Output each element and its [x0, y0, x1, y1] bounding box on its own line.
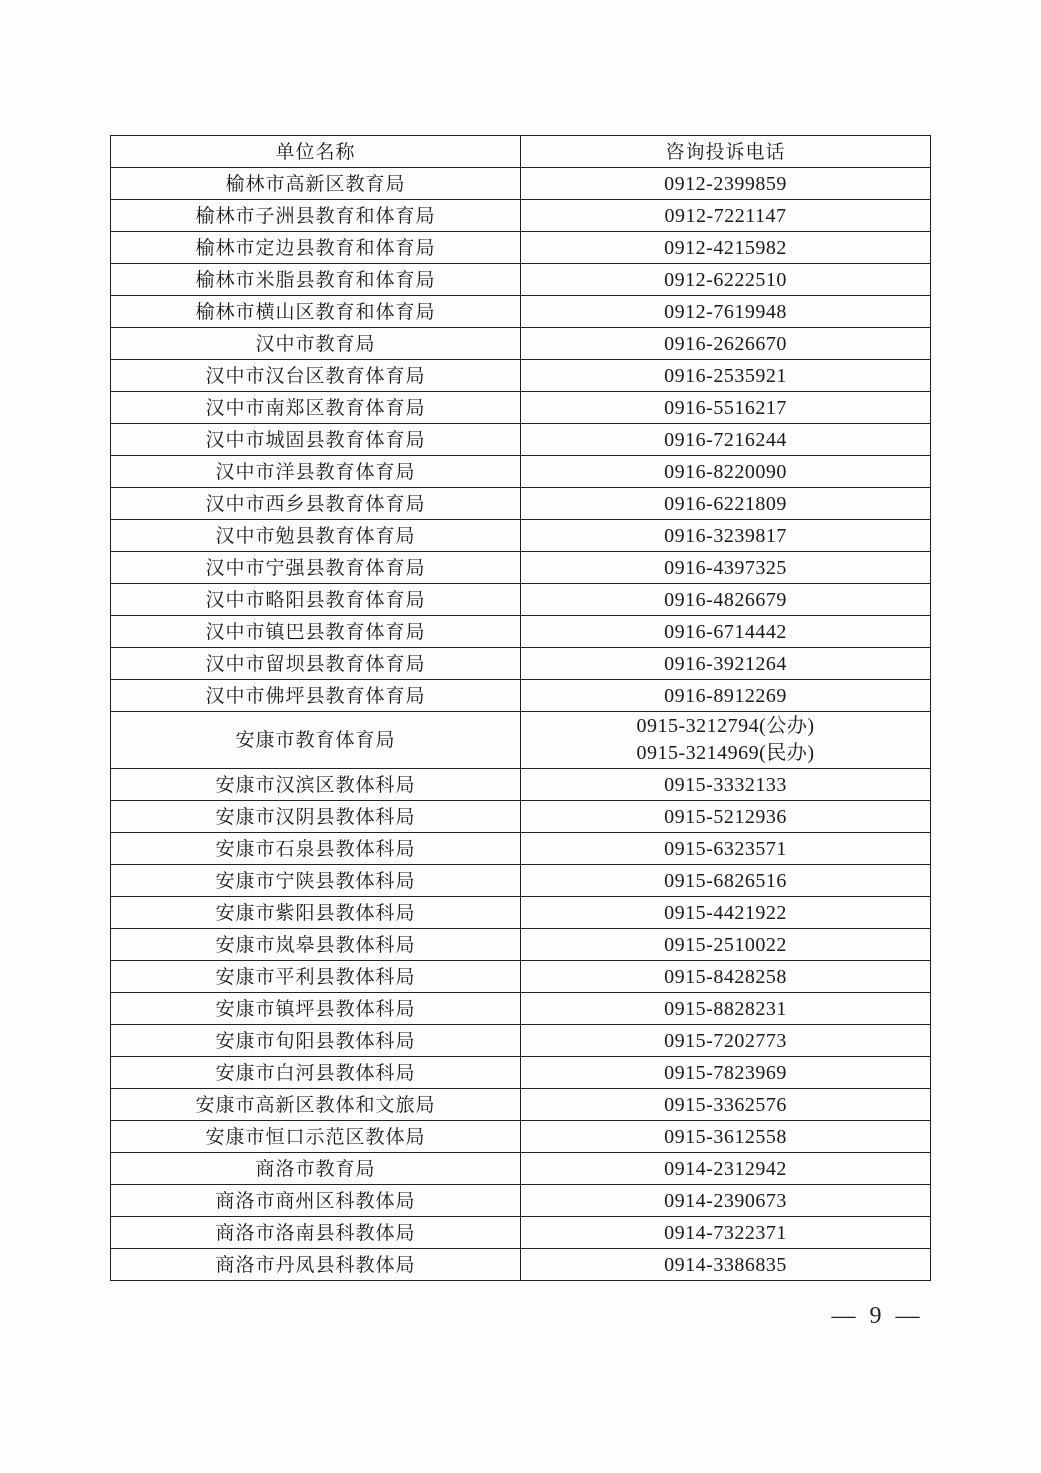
phone-cell — [521, 424, 931, 456]
phone-number: 0916-6714442 — [664, 620, 787, 643]
phone-number: 0916-8220090 — [664, 460, 787, 483]
phone-number: 0915-6826516 — [664, 869, 787, 892]
unit-name-cell: 榆林市子洲县教育和体育局 — [111, 200, 521, 232]
phone-number: 0912-7221147 — [664, 204, 787, 227]
phone-cell — [521, 993, 931, 1025]
unit-name-cell: 安康市教育体育局 — [111, 712, 521, 769]
table-row — [111, 200, 931, 232]
unit-name-cell: 安康市宁陕县教体科局 — [111, 865, 521, 897]
unit-name-cell: 商洛市教育局 — [111, 1153, 521, 1185]
unit-name-cell: 安康市高新区教体和文旅局 — [111, 1089, 521, 1121]
unit-name-cell: 汉中市勉县教育体育局 — [111, 520, 521, 552]
table-row — [111, 680, 931, 712]
unit-name-cell: 安康市汉阴县教体科局 — [111, 801, 521, 833]
phone-cell — [521, 1121, 931, 1153]
phone-cell — [521, 616, 931, 648]
header-phone: 咨询投诉电话 — [521, 136, 931, 168]
phone-number: 0914-2390673 — [664, 1189, 787, 1212]
unit-name-cell: 商洛市丹凤县科教体局 — [111, 1249, 521, 1281]
phone-number: 0915-3212794(公办) — [636, 715, 815, 737]
unit-name-cell: 汉中市教育局 — [111, 328, 521, 360]
phone-cell — [521, 392, 931, 424]
table-row — [111, 1025, 931, 1057]
table-header-row — [111, 136, 931, 168]
unit-name-cell: 汉中市南郑区教育体育局 — [111, 392, 521, 424]
table-row — [111, 712, 931, 769]
table-row — [111, 961, 931, 993]
phone-cell — [521, 296, 931, 328]
phone-number: 0914-2312942 — [664, 1157, 787, 1180]
phone-number: 0916-2535921 — [664, 364, 787, 387]
phone-number: 0915-3362576 — [664, 1093, 787, 1116]
unit-name-cell: 安康市平利县教体科局 — [111, 961, 521, 993]
unit-name-cell: 汉中市宁强县教育体育局 — [111, 552, 521, 584]
phone-cell — [521, 712, 931, 769]
table-row — [111, 360, 931, 392]
phone-cell — [521, 1153, 931, 1185]
unit-name-cell: 安康市岚皋县教体科局 — [111, 929, 521, 961]
phone-number: 0915-8428258 — [664, 965, 787, 988]
phone-number: 0914-3386835 — [664, 1253, 787, 1276]
phone-cell — [521, 961, 931, 993]
table-row — [111, 552, 931, 584]
table-row — [111, 488, 931, 520]
table-row — [111, 1249, 931, 1281]
phone-cell — [521, 584, 931, 616]
table-row — [111, 1185, 931, 1217]
phone-number: 0915-7202773 — [664, 1029, 787, 1052]
phone-cell — [521, 1217, 931, 1249]
table-row — [111, 1089, 931, 1121]
table-row — [111, 865, 931, 897]
table-row — [111, 232, 931, 264]
phone-number: 0912-7619948 — [664, 300, 787, 323]
table-body — [111, 168, 931, 1281]
phone-number: 0912-4215982 — [664, 236, 787, 259]
unit-name-cell: 榆林市定边县教育和体育局 — [111, 232, 521, 264]
phone-cell — [521, 552, 931, 584]
table-row — [111, 993, 931, 1025]
phone-cell — [521, 769, 931, 801]
table-row — [111, 648, 931, 680]
unit-name-cell: 安康市白河县教体科局 — [111, 1057, 521, 1089]
table-row — [111, 392, 931, 424]
table-row — [111, 1121, 931, 1153]
unit-name-cell: 榆林市高新区教育局 — [111, 168, 521, 200]
phone-cell — [521, 897, 931, 929]
unit-name-cell: 汉中市西乡县教育体育局 — [111, 488, 521, 520]
header-unit-name: 单位名称 — [111, 136, 521, 168]
phone-cell — [521, 929, 931, 961]
phone-cell — [521, 520, 931, 552]
phone-number: 0915-3214969(民办) — [636, 742, 815, 764]
table-row — [111, 328, 931, 360]
phone-cell — [521, 488, 931, 520]
table-row — [111, 769, 931, 801]
phone-number: 0915-2510022 — [664, 933, 787, 956]
phone-cell — [521, 865, 931, 897]
phone-number: 0916-4826679 — [664, 588, 787, 611]
unit-name-cell: 安康市恒口示范区教体局 — [111, 1121, 521, 1153]
table-row — [111, 801, 931, 833]
phone-cell — [521, 360, 931, 392]
unit-name-cell: 汉中市洋县教育体育局 — [111, 456, 521, 488]
phone-number: 0916-6221809 — [664, 492, 787, 515]
phone-cell — [521, 168, 931, 200]
table-row — [111, 1057, 931, 1089]
unit-name-cell: 榆林市米脂县教育和体育局 — [111, 264, 521, 296]
table-row — [111, 264, 931, 296]
phone-number: 0912-2399859 — [664, 172, 787, 195]
table-row — [111, 424, 931, 456]
phone-number: 0915-5212936 — [664, 805, 787, 828]
unit-name-cell: 安康市汉滨区教体科局 — [111, 769, 521, 801]
unit-name-cell: 商洛市洛南县科教体局 — [111, 1217, 521, 1249]
table-row — [111, 584, 931, 616]
unit-name-cell: 汉中市城固县教育体育局 — [111, 424, 521, 456]
table-row — [111, 1217, 931, 1249]
page-number: — 9 — — [831, 1303, 924, 1329]
phone-cell — [521, 1057, 931, 1089]
phone-cell — [521, 1249, 931, 1281]
table-row — [111, 897, 931, 929]
table-row — [111, 833, 931, 865]
phone-number: 0912-6222510 — [664, 268, 787, 291]
phone-number: 0916-3239817 — [664, 524, 787, 547]
phone-number: 0916-5516217 — [664, 396, 787, 419]
unit-name-cell: 汉中市略阳县教育体育局 — [111, 584, 521, 616]
unit-name-cell: 汉中市汉台区教育体育局 — [111, 360, 521, 392]
phone-cell — [521, 232, 931, 264]
unit-name-cell: 汉中市佛坪县教育体育局 — [111, 680, 521, 712]
phone-cell — [521, 680, 931, 712]
phone-number: 0916-7216244 — [664, 428, 787, 451]
contact-table — [110, 135, 931, 1281]
phone-cell — [521, 1185, 931, 1217]
unit-name-cell: 安康市镇坪县教体科局 — [111, 993, 521, 1025]
phone-cell — [521, 200, 931, 232]
table-row — [111, 1153, 931, 1185]
phone-number: 0915-6323571 — [664, 837, 787, 860]
phone-number: 0916-2626670 — [664, 332, 787, 355]
unit-name-cell: 汉中市留坝县教育体育局 — [111, 648, 521, 680]
phone-number: 0915-8828231 — [664, 997, 787, 1020]
unit-name-cell: 榆林市横山区教育和体育局 — [111, 296, 521, 328]
phone-number: 0914-7322371 — [664, 1221, 787, 1244]
table-row — [111, 456, 931, 488]
unit-name-cell: 汉中市镇巴县教育体育局 — [111, 616, 521, 648]
phone-number: 0915-4421922 — [664, 901, 787, 924]
phone-cell — [521, 801, 931, 833]
unit-name-cell: 安康市石泉县教体科局 — [111, 833, 521, 865]
table-row — [111, 520, 931, 552]
phone-cell — [521, 456, 931, 488]
table-row — [111, 929, 931, 961]
phone-number: 0915-3332133 — [664, 773, 787, 796]
phone-number: 0916-4397325 — [664, 556, 787, 579]
phone-number: 0915-3612558 — [664, 1125, 787, 1148]
unit-name-cell: 安康市旬阳县教体科局 — [111, 1025, 521, 1057]
table-row — [111, 616, 931, 648]
phone-cell — [521, 833, 931, 865]
unit-name-cell: 商洛市商州区科教体局 — [111, 1185, 521, 1217]
table-row — [111, 168, 931, 200]
phone-cell — [521, 328, 931, 360]
phone-cell — [521, 648, 931, 680]
phone-cell — [521, 264, 931, 296]
table-row — [111, 296, 931, 328]
unit-name-cell: 安康市紫阳县教体科局 — [111, 897, 521, 929]
phone-cell — [521, 1025, 931, 1057]
phone-cell — [521, 1089, 931, 1121]
phone-number: 0916-3921264 — [664, 652, 787, 675]
phone-number: 0915-7823969 — [664, 1061, 787, 1084]
phone-number: 0916-8912269 — [664, 684, 787, 707]
